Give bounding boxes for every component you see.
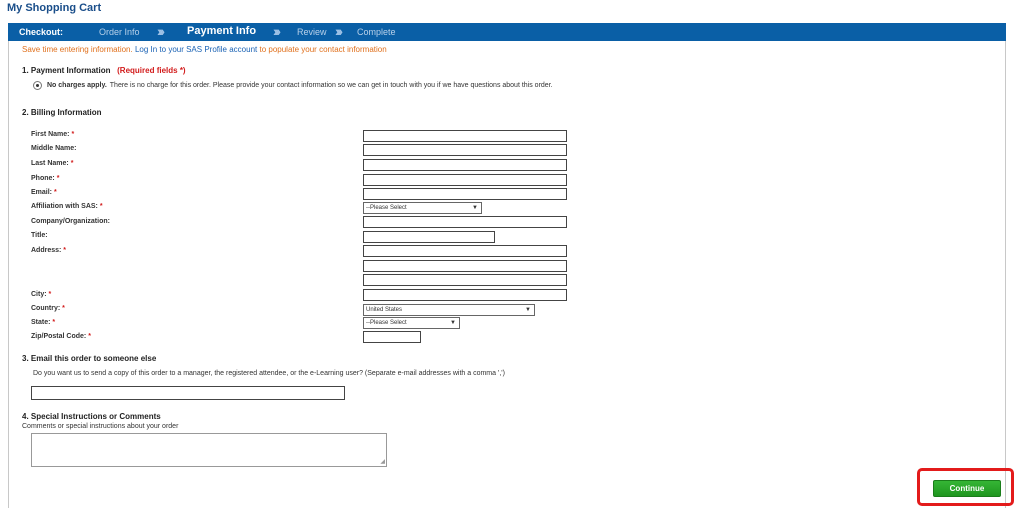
title-label: Title: [31,232,48,239]
last-name-input[interactable] [363,159,567,171]
address-label: Address: * [31,247,67,254]
no-charges-option[interactable]: No charges apply. There is no charge for this order. Please provide your contact information so we can get in touch with you if we have questions about this order. [33,81,553,90]
chevron-right-icon: ››› [273,23,278,39]
address-line1-input[interactable] [363,245,567,257]
checkout-progress-bar [8,23,1006,41]
chevron-down-icon: ▼ [525,307,531,313]
phone-input[interactable] [363,174,567,186]
left-divider [8,40,9,508]
no-charges-radio[interactable] [33,81,42,90]
last-name-label: Last Name: * [31,160,74,167]
billing-section-title: 2. Billing Information [22,108,102,117]
continue-button[interactable]: Continue [933,480,1001,497]
affiliation-label: Affiliation with SAS: * [31,203,103,210]
resize-grip-icon[interactable]: ◢ [380,459,385,465]
company-label: Company/Organization: [31,218,110,225]
chevron-right-icon: ››› [335,23,340,39]
middle-name-input[interactable] [363,144,567,156]
step-order-info[interactable]: Order Info [99,27,140,37]
email-label: Email: * [31,189,57,196]
city-label: City: * [31,291,52,298]
phone-label: Phone: * [31,175,60,182]
country-select[interactable]: United States ▼ [363,304,535,316]
login-promo: Save time entering information. Log In to your SAS Profile account to populate your contact information [22,45,387,54]
city-input[interactable] [363,289,567,301]
step-complete: Complete [357,27,396,37]
required-fields-note: (Required fields *) [117,66,186,75]
email-order-description: Do you want us to send a copy of this order to a manager, the registered attendee, or the e-Learning user? (Separate e-mail addresses with a comma ',') [33,370,505,377]
email-input[interactable] [363,188,567,200]
chevron-down-icon: ▼ [450,320,456,326]
first-name-label: First Name: * [31,131,75,138]
page-title: My Shopping Cart [7,2,102,14]
address-line3-input[interactable] [363,274,567,286]
zip-input[interactable] [363,331,421,343]
comments-textarea[interactable] [31,433,387,467]
affiliation-select[interactable]: --Please Select ▼ [363,202,482,214]
payment-section-title: 1. Payment Information (Required fields *) [22,66,186,75]
step-review: Review [297,27,327,37]
right-divider [1005,40,1006,508]
company-input[interactable] [363,216,567,228]
state-select[interactable]: --Please Select ▼ [363,317,460,329]
zip-label: Zip/Postal Code: * [31,333,91,340]
comments-section-title: 4. Special Instructions or Comments [22,412,161,421]
step-payment-info: Payment Info [187,25,257,37]
sas-profile-login-link[interactable]: Log In to your SAS Profile account [134,45,258,54]
first-name-input[interactable] [363,130,567,142]
email-order-input[interactable] [31,386,345,400]
address-line2-input[interactable] [363,260,567,272]
title-input[interactable] [363,231,495,243]
state-label: State: * [31,319,56,326]
country-label: Country: * [31,305,65,312]
middle-name-label: Middle Name: [31,145,77,152]
chevron-down-icon: ▼ [472,205,478,211]
chevron-right-icon: ››› [157,23,162,39]
comments-description: Comments or special instructions about your order [22,423,179,430]
checkout-label: Checkout: [19,27,64,37]
email-order-section-title: 3. Email this order to someone else [22,354,157,363]
